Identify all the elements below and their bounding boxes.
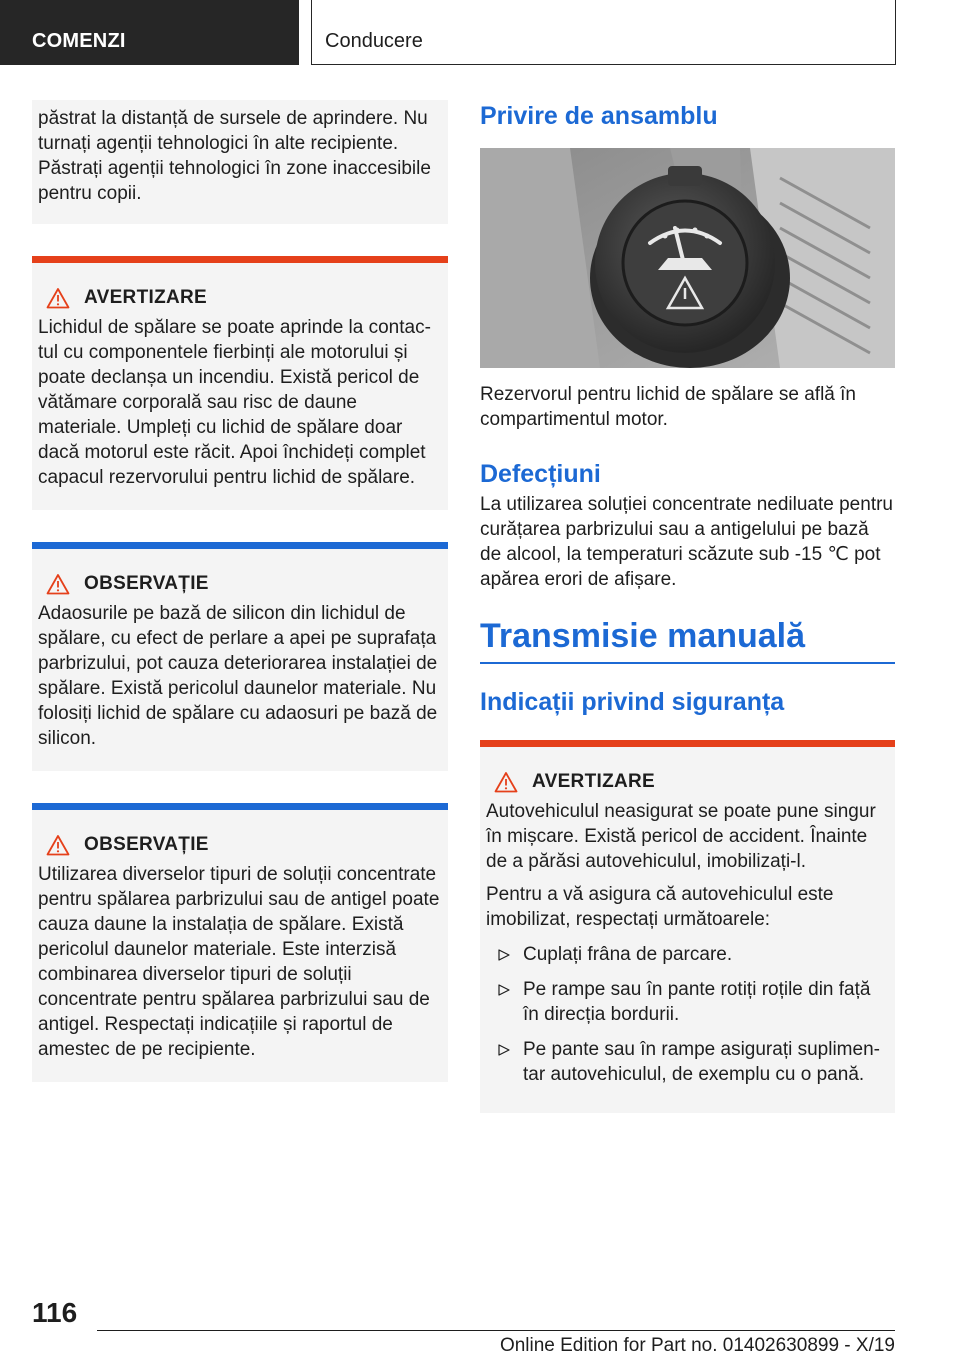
note-box-title: OBSERVAȚIE <box>84 573 209 594</box>
defects-heading: Defecțiuni <box>480 460 601 488</box>
overview-paragraph: Rezervorul pentru lichid de spălare se află în compartimentul motor. <box>480 384 856 430</box>
section-divider <box>480 662 895 664</box>
safety-heading: Indicații privind siguranța <box>480 687 785 716</box>
warning-box-rolling <box>480 740 895 1113</box>
warning-text-primary: Autovehiculul neasigurat se poate pune singur în mișcare. Există pericol de accident. Înainte de a părăsi autovehiculul, imobilizați-l. <box>486 800 876 872</box>
warning-bullet-list <box>486 942 887 1087</box>
overview-heading: Privire de ansamblu <box>480 102 718 130</box>
warning-box-title: AVERTIZARE <box>84 287 207 308</box>
section-heading: Transmisie manuală <box>480 617 806 655</box>
note-box-header <box>38 573 442 595</box>
triangle-bullet-icon <box>498 1044 510 1056</box>
header-section-title: COMENZI <box>32 30 126 52</box>
note-box-silicone <box>32 542 448 771</box>
warning-box-text: Lichidul de spălare se poate aprinde la contactul cu componentele fierbinți ale motorului și poate declanșa un incendiu. Există pericol de vătămare corporală sau risc de daune materiale. Umpleți cu lichid de spălare doar dacă motorul este răcit. Apoi închideți complet capacul rezervorului pentru lichid de spălare. <box>38 317 431 488</box>
warning-triangle-icon <box>46 287 70 309</box>
note-box-mixing <box>32 803 448 1082</box>
intro-paragraph: păstrat la distanță de sursele de aprindere. Nu turnați agenții tehnologici în alte recipiente. Păstrați agenții tehnologici în zone inaccesibile pentru copii. <box>38 108 431 204</box>
footer-edition-text: Online Edition for Part no. 01402630899 - X/19 <box>499 1335 895 1356</box>
note-box-text: Adaosurile pe bază de silicon din lichidul de spălare, cu efect de perlare a apei pe suprafața parbrizului, pot cauza deteriorarea instalației de spălare. Există pericolul daunelor materiale. Nu folosiți lichid de spălare cu adaosuri pe bază de silicon. <box>38 603 438 749</box>
intro-text-block <box>32 100 448 224</box>
list-item-text: Pe rampe sau în pante rotiți roțile din față în direcția bordurii. <box>523 978 871 1025</box>
list-item-text: Pe pante sau în rampe asigurați suplimentar autovehiculul, de exemplu cu o pană. <box>523 1038 880 1085</box>
footer-divider <box>97 1330 895 1331</box>
warning-triangle-icon <box>46 573 70 595</box>
triangle-bullet-icon <box>498 949 510 961</box>
list-item <box>486 977 887 1027</box>
note-box-header <box>38 834 442 856</box>
list-item <box>486 942 887 967</box>
warning-box-header <box>38 287 442 309</box>
warning-triangle-icon <box>494 771 518 793</box>
warning-triangle-icon <box>46 834 70 856</box>
header-chapter-title: Conducere <box>325 30 423 52</box>
defects-paragraph: La utilizarea soluției concentrate nediluate pentru curățarea parbrizului sau a antigelului pe bază de alcool, la temperaturi scăzute sub -15 ℃ pot apărea erori de afișare. <box>480 494 893 590</box>
note-box-text: Utilizarea diverselor tipuri de soluții concentrate pentru spălarea parbrizului sau de antigel poate cauza daune la instalația de spălare. Există pericolul daunelor materiale. Este interzisă combinarea diverselor tipuri de soluții concentrate pentru spălarea parbrizului sau de antigel. Respectați indicațiile și raportul de amestec de pe recipiente. <box>38 864 440 1060</box>
warning-box-title: AVERTIZARE <box>532 770 655 792</box>
list-item-text: Cuplați frâna de parcare. <box>523 943 733 965</box>
warning-text-secondary: Pentru a vă asigura că autovehiculul este imobilizat, respectați următoarele: <box>486 883 834 930</box>
right-column <box>480 100 895 1113</box>
warning-box-flammable <box>32 256 448 510</box>
page-number: 116 <box>32 1297 78 1328</box>
list-item <box>486 1037 887 1087</box>
left-column <box>32 100 448 1082</box>
warning-box-header <box>486 771 887 793</box>
washer-reservoir-photo <box>480 148 895 368</box>
note-box-title: OBSERVAȚIE <box>84 834 209 855</box>
triangle-bullet-icon <box>498 984 510 996</box>
